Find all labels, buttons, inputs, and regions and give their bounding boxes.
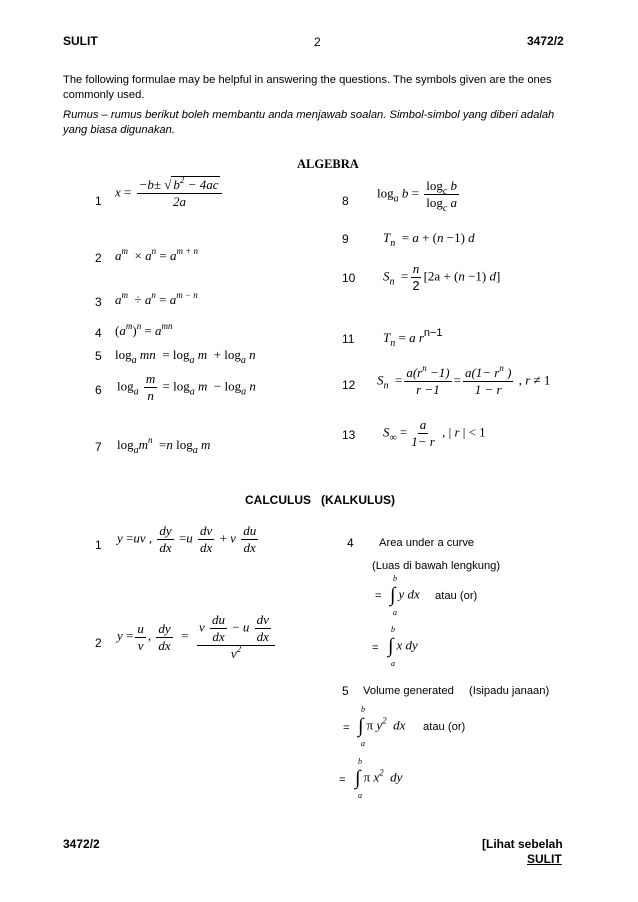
ap-sum: $S_n$ = $\frac{n}{2}$ [2a + (n −1) d] [383,261,501,293]
quadratic-formula: x = $\frac{-b\pm √ b^2 - 4ac}{2a}$ [115,178,224,209]
calculus-title: CALCULUS (KALKULUS) [245,493,395,507]
index-law-power: $(a^m)^n = a^{mn}$ [115,321,173,338]
log-law-quotient: $\log_a$ $\frac{m}{n}$ = $\log_a m - \log_a n$ [117,371,256,403]
equals-sign: = [339,774,346,786]
area-title-malay: (Luas di bawah lengkung) [372,560,501,572]
page-number: 2 [314,35,321,49]
equals-sign: = [375,590,382,602]
equals-sign: = [372,642,379,654]
log-law-power: $\log_am^n =n$ $\log_a m$ [117,435,211,456]
formula-number: 13 [342,428,356,442]
log-law-product: $\log_a$ mn = $\log_a m + \log_a n$ [115,347,256,366]
product-rule: y =uv , $\frac{dy}{dx}$ =u $\frac{dv}{dx}$ + v $\frac{du}{dx}$ [117,523,257,555]
formula-number: 2 [95,251,102,265]
area-integral-x-dy: ∫ b a x dy [388,625,418,668]
formula-number: 8 [342,194,349,208]
volume-title: Volume generated [363,685,454,697]
footer-sulit: SULIT [527,852,562,866]
formula-number: 9 [342,232,349,246]
formula-number: 11 [342,332,355,346]
volume-integral-x: ∫ b a π $x^2$ dy [355,757,403,800]
formula-number: 1 [95,538,102,552]
header-sulit: SULIT [63,34,98,48]
ap-nth-term: $T_n = a + (n -1)$ d [383,230,475,249]
formula-number: 5 [342,684,349,698]
gp-nth-term: $T_n = a$ $r^{n-1}$ [383,327,443,349]
footer-code: 3472/2 [63,837,100,851]
index-law-multiply: $a^m \times a^n = a^{m + n}$ [115,246,199,263]
area-integral-y-dx: ∫ b a y dx [390,574,420,617]
gp-sum-infinity: $S_\infty$ = $\frac{a}{1- r}$ , | r | < 1 [383,417,486,449]
volume-title-malay: (Isipadu janaan) [469,685,550,697]
intro-english: The following formulae may be helpful in answering the questions. The symbols given are the ones commonly used. [63,74,552,101]
or-text: atau (or) [435,590,478,602]
formula-number: 1 [95,194,102,208]
formula-number: 4 [95,326,102,340]
intro-malay: Rumus – rumus berikut boleh membantu anda menjawab soalan. Simbol-simbol yang diberi adalah yang biasa digunakan. [63,109,555,136]
formula-number: 2 [95,636,102,650]
formula-number: 7 [95,440,102,454]
formula-number: 5 [95,349,102,363]
or-text: atau (or) [423,721,466,733]
header-code: 3472/2 [527,34,564,48]
formula-number: 6 [95,383,102,397]
volume-integral-y: ∫ b a π $y^2$ dx [358,705,406,748]
area-title: Area under a curve [379,537,475,549]
change-of-base: $\log_a b$ = $\frac{\log_c b}{\log_c a}$ [377,178,458,214]
algebra-title: ALGEBRA [297,157,359,171]
formula-number: 10 [342,271,356,285]
gp-sum: $S_n$ = $\frac{a(r^n -1)}{r -1}$ = $\frac{a(1- r^n )}{1 - r}$ , r ≠ 1 [377,363,551,397]
formula-number: 4 [347,536,354,550]
formula-number: 12 [342,378,356,392]
quotient-rule: y = $\frac{u}{v}$ , $\frac{dy}{dx}$ = v $\frac{du}{dx}$ − u $\frac{dv}{dx}$ $v^2$ [117,613,277,661]
equals-sign: = [343,722,350,734]
footer-turn-page: [Lihat sebelah [482,837,563,851]
index-law-divide: $a^m \div a^n = a^{m - n}$ [115,290,198,307]
formula-number: 3 [95,295,102,309]
